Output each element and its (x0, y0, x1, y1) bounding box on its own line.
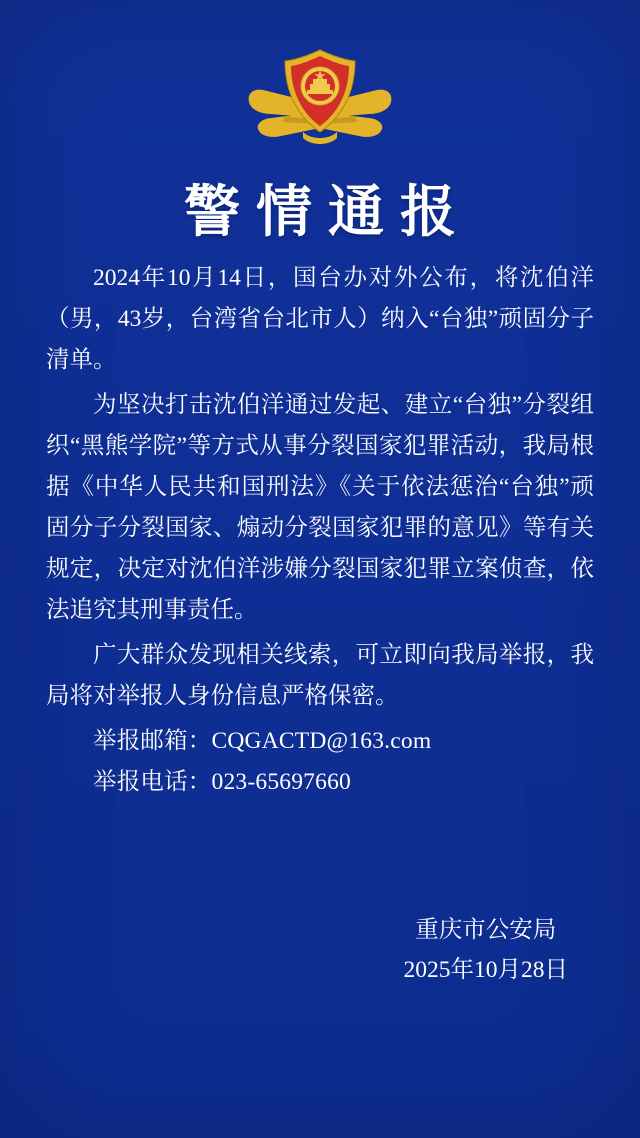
notice-body (46, 258, 594, 803)
paragraph-1: 2024年10月14日，国台办对外公布，将沈伯洋（男，43岁，台湾省台北市人）纳入“台独”顽固分子清单。 (46, 265, 594, 373)
paragraph-3: 广大群众发现相关线索，可立即向我局举报，我局将对举报人身份信息严格保密。 (46, 642, 594, 709)
paragraph-2: 为坚决打击沈伯洋通过发起、建立“台独”分裂组织“黑熊学院”等方式从事分裂国家犯罪活动，我局根据《中华人民共和国刑法》《关于依法惩治“台独”顽固分子分裂国家、煽动分裂国家犯罪的意见》等有关规定，决定对沈伯洋涉嫌分裂国家犯罪立案侦查，依法追究其刑事责任。 (46, 392, 594, 623)
emblem-container (0, 46, 640, 158)
page-title: 警情通报 (184, 182, 472, 244)
signature-organization: 重庆市公安局 (415, 917, 557, 943)
signature-date: 2025年10月28日 (403, 957, 568, 983)
signature-block (404, 910, 569, 990)
police-badge-emblem (245, 46, 395, 158)
report-phone: 举报电话：023-65697660 (93, 769, 351, 795)
report-email: 举报邮箱：CQGACTD@163.com (93, 728, 432, 754)
